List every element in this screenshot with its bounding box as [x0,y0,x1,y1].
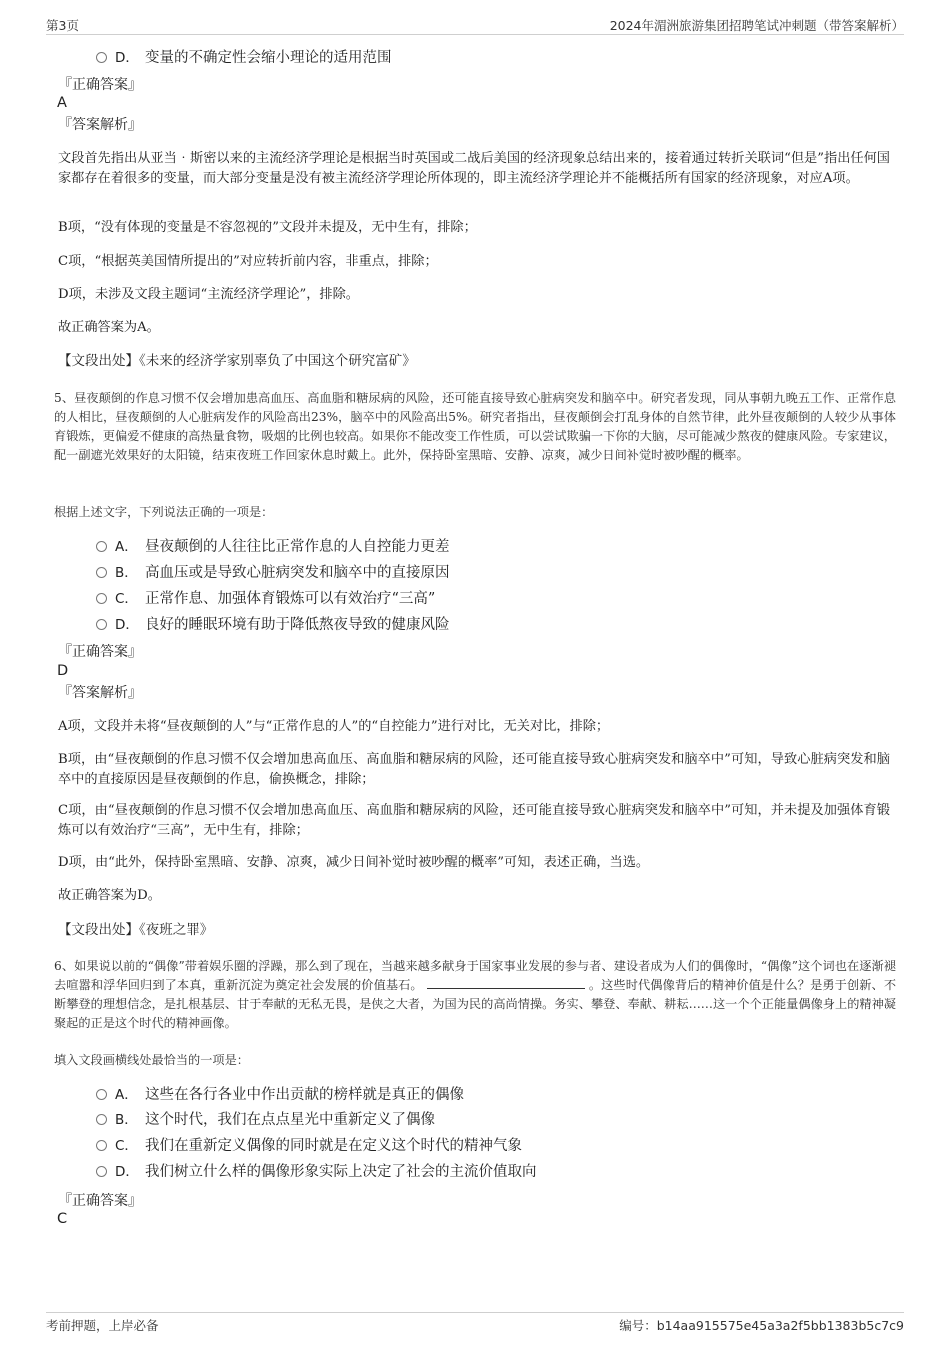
document-title: 2024年湄洲旅游集团招聘笔试冲刺题（带答案解析） [609,18,904,33]
radio-icon[interactable] [96,619,107,630]
q4-analysis-2: B项，“没有体现的变量是不容忽视的”文段并未提及，无中生有，排除； [58,220,477,235]
q4-source: 【文段出处】《未来的经济学家别辜负了中国这个研究富矿》 [58,353,416,369]
q5-option-b[interactable]: B． 高血压或是导致心脏病突发和脑卒中的直接原因 [96,563,450,583]
footer-slogan: 考前押题，上岸必备 [46,1318,159,1333]
q5-analysis-5: 故正确答案为D。 [58,888,161,903]
q6-ask: 填入文段画横线处最恰当的一项是： [54,1053,249,1067]
q6-stem: 6、如果说以前的“偶像”带着娱乐圈的浮躁，那么到了现在，当越来越多献身于国家事业发展的参与者、建设者成为人们的偶像时，“偶像”这个词也在逐渐褪去喧嚣和浮华回归到了本真，重新沉淀为奠定社会发展的价值基石。 。这些时代偶像背后的精神价值是什么？是勇于创新、不断攀登的理想信念，是扎根基层、甘于奉献的无私无畏，是侠之大者，为国为民的高尚情操。务实、攀登、奉献、耕耘……这一个个正能量偶像身上的精神凝聚起的正是这个时代的精神画像。 [54,959,897,1030]
radio-icon[interactable] [96,1166,107,1177]
q6-option-c[interactable]: C． 我们在重新定义偶像的同时就是在定义这个时代的精神气象 [96,1136,522,1156]
radio-icon[interactable] [96,1089,107,1100]
radio-icon[interactable] [96,1114,107,1125]
q5-stem: 5、昼夜颠倒的作息习惯不仅会增加患高血压、高血脂和糖尿病的风险，还可能直接导致心脏病突发和脑卒中。研究者发现，同从事朝九晚五工作、正常作息的人相比，昼夜颠倒的人心脏病发作的风险高出23%，脑卒中的风险高出5%。研究者指出，昼夜颠倒会打乱身体的自然节律，此外昼夜颠倒的人较少从事体育锻炼，更偏爱不健康的高热量食物，吸烟的比例也较高。如果你不能改变工作性质，可以尝试欺骗一下你的大脑，尽可能减少熬夜的健康风险。专家建议，配一副遮光效果好的太阳镜，结束夜班工作回家休息时戴上。此外，保持卧室黑暗、安静、凉爽，减少日间补觉时被吵醒的概率。 [54,391,896,462]
q5-answer: D [57,663,69,679]
q4-option-d[interactable]: D． 变量的不确定性会缩小理论的适用范围 [96,48,392,68]
q4-analysis-5: 故正确答案为A。 [58,320,160,335]
q4-answer-label: 『正确答案』 [58,77,142,93]
q4-analysis-4: D项，未涉及文段主题词“主流经济学理论”，排除。 [58,287,359,302]
q5-answer-label: 『正确答案』 [58,644,142,660]
q5-analysis-1: A项，文段并未将“昼夜颠倒的人”与“正常作息的人”的“自控能力”进行对比，无关对比，排除； [58,719,610,734]
q6-option-a[interactable]: A． 这些在各行各业中作出贡献的榜样就是真正的偶像 [96,1085,464,1105]
radio-icon[interactable] [96,52,107,63]
document-id: 编号：b14aa915575e45a3a2f5bb1383b5c7c9 [619,1318,904,1333]
q5-option-d[interactable]: D． 良好的睡眠环境有助于降低熬夜导致的健康风险 [96,615,450,635]
page-header [46,14,904,35]
q5-analysis-4: D项，由“此外，保持卧室黑暗、安静、凉爽，减少日间补觉时被吵醒的概率”可知，表述正确，当选。 [58,855,650,870]
q4-analysis-3: C项，“根据英美国情所提出的”对应转折前内容，非重点，排除； [58,254,438,269]
q5-source: 【文段出处】《夜班之罪》 [58,922,214,938]
q5-analysis-3: C项，由“昼夜颠倒的作息习惯不仅会增加患高血压、高血脂和糖尿病的风险，还可能直接导致心脏病突发和脑卒中”可知，并未提及加强体育锻炼可以有效治疗“三高”，无中生有，排除； [58,803,890,838]
q4-analysis-1: 文段首先指出从亚当‧斯密以来的主流经济学理论是根据当时英国或二战后美国的经济现象总结出来的，接着通过转折关联词“但是”指出任何国家都存在着很多的变量，而大部分变量是没有被主流经济学理论所体现的，即主流经济学理论并不能概括所有国家的经济现象，对应A项。 [58,151,890,186]
q5-ask: 根据上述文字，下列说法正确的一项是： [54,505,274,519]
q6-answer-label: 『正确答案』 [58,1193,142,1209]
radio-icon[interactable] [96,1140,107,1151]
fill-in-blank [427,976,585,989]
radio-icon[interactable] [96,567,107,578]
radio-icon[interactable] [96,593,107,604]
q5-option-a[interactable]: A． 昼夜颠倒的人往往比正常作息的人自控能力更差 [96,537,450,557]
page-footer [46,1312,904,1337]
q6-answer: C [57,1211,68,1227]
q6-option-d[interactable]: D． 我们树立什么样的偶像形象实际上决定了社会的主流价值取向 [96,1162,537,1182]
q4-answer: A [57,95,67,111]
page-number: 第3页 [46,18,79,33]
q6-option-b[interactable]: B． 这个时代，我们在点点星光中重新定义了偶像 [96,1110,435,1130]
q4-analysis-label: 『答案解析』 [58,117,142,133]
q5-option-c[interactable]: C． 正常作息、加强体育锻炼可以有效治疗“三高” [96,589,435,609]
q5-analysis-2: B项，由“昼夜颠倒的作息习惯不仅会增加患高血压、高血脂和糖尿病的风险，还可能直接导致心脏病突发和脑卒中”可知，导致心脏病突发和脑卒中的直接原因是昼夜颠倒的作息，偷换概念，排除； [58,752,890,787]
q5-analysis-label: 『答案解析』 [58,685,142,701]
radio-icon[interactable] [96,541,107,552]
